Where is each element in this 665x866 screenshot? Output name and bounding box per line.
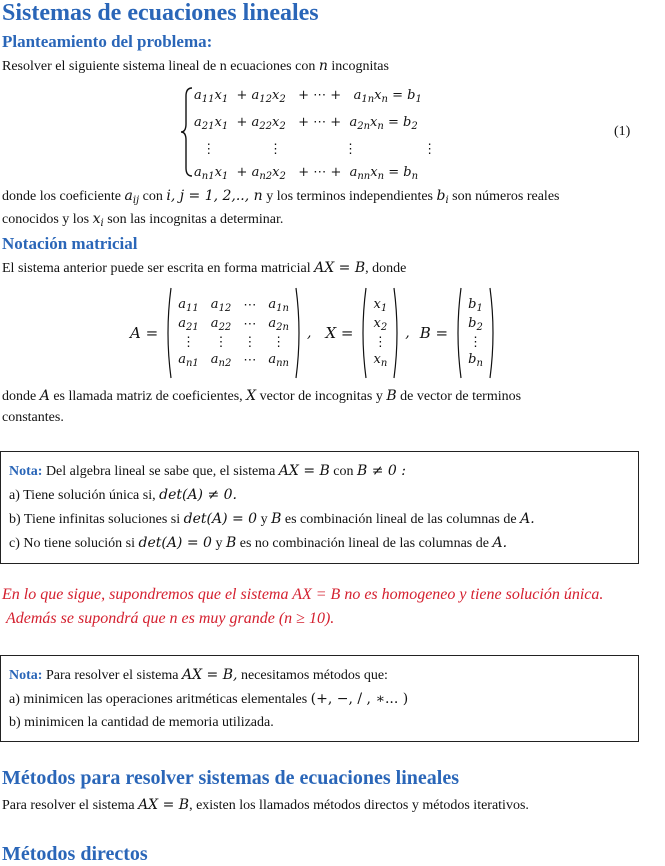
- nota-box-1: [0, 451, 639, 564]
- nota-label: Nota:: [9, 668, 43, 683]
- nota-label: Nota:: [9, 464, 43, 479]
- nota-box-2: [0, 655, 639, 742]
- desc-text: con: [142, 189, 163, 204]
- section-heading-directos: Métodos directos: [2, 843, 148, 865]
- nota-text: y: [260, 512, 268, 527]
- nota1-line-b: b) Tiene infinitas soluciones si det(A) = 0 y B es combinación lineal de las columnas de A.: [9, 511, 535, 527]
- nota2-line-0: [9, 667, 388, 684]
- desc-text: y los terminos independientes: [266, 189, 433, 204]
- desc-text: donde los coeficiente: [2, 189, 121, 204]
- desc-text: conocidos y los: [2, 212, 90, 227]
- left-paren-icon: [359, 286, 367, 380]
- eq-row-2: $a_{21}x_1 + a_{22}x_2$ + ⋯ + $a_{2n}x_n = b_2$: [194, 115, 418, 132]
- nota-math: det(A) = 0: [138, 535, 212, 551]
- matrix-intro-eq: AX = B: [314, 260, 366, 276]
- right-paren-icon: [489, 286, 497, 380]
- desc-text: donde: [2, 389, 37, 404]
- intro-text: [2, 58, 389, 75]
- nota-text: necesitamos métodos que:: [240, 668, 388, 683]
- metodos-text-pre: Para resolver el sistema: [2, 798, 135, 813]
- nota-text: es no combinación lineal de las columnas de: [239, 536, 489, 551]
- intro-pre: Resolver el siguiente sistema lineal de n ecuaciones con: [2, 59, 316, 74]
- nota-math: AX = B,: [182, 667, 238, 683]
- desc-text: son números reales: [452, 189, 560, 204]
- nota2-line-a: [9, 691, 408, 708]
- section-heading-notacion: Notación matricial: [2, 234, 138, 253]
- desc-text: vector de incognitas y: [259, 389, 383, 404]
- nota-text: Para resolver el sistema: [45, 668, 179, 683]
- nota-math: B ≠ 0 :: [357, 463, 407, 479]
- desc-math: i, j = 1, 2,.., n: [166, 188, 263, 204]
- nota-text: es combinación lineal de las columnas de: [284, 512, 517, 527]
- matrix-intro-post: , donde: [365, 261, 407, 276]
- matrix-description-1: donde A es llamada matriz de coeficientes, X vector de incognitas y B de vector de terminos: [2, 388, 522, 404]
- metodos-text-post: , existen los llamados métodos directos y métodos iterativos.: [189, 798, 529, 813]
- description-line-2: conocidos y los $x_i$ son las incognitas a determinar.: [2, 211, 284, 229]
- left-paren-icon: [454, 286, 462, 380]
- nota2-line-b: b) minimicen la cantidad de memoria utilizada.: [9, 715, 274, 730]
- matrix-definitions: A = $a_{11}$ $a_{12}$ ⋯ $a_{1n}$ $a_{21}$ $a_{22}$ ⋯ $a_{2n}$ ⋮ ⋮ ⋮ ⋮ $a_{n1}$ $a_{n2}$ ⋯ $a_{nn}$ , X = $x_1$ $x_2$ ⋮ $x_n$ , B = $b_1$ $b_2$ ⋮ $b_n$: [130, 286, 497, 380]
- eq-row-4: $a_{n1}x_1 + a_{n2}x_2$ + ⋯ + $a_{nn}x_n = b_n$: [194, 165, 419, 182]
- vector-x: $x_1$ $x_2$ ⋮ $x_n$: [373, 297, 388, 369]
- matrix-b-label: B =: [419, 324, 449, 342]
- section-heading-metodos: Métodos para resolver sistemas de ecuaciones lineales: [2, 767, 459, 789]
- description-line-1: donde los coeficiente $a_{ij}$ con i, j = 1, 2,.., n y los terminos independientes $b_i$ son números reales: [2, 188, 560, 206]
- nota-text: a) minimicen las operaciones aritméticas elementales: [9, 692, 308, 707]
- eq-row-3: ⋮ ⋮ ⋮ ⋮: [194, 142, 437, 157]
- intro-post: incognitas: [331, 59, 389, 74]
- nota1-line-0: [9, 463, 406, 480]
- desc-text: es llamada matriz de coeficientes,: [53, 389, 243, 404]
- nota-text: con: [333, 464, 354, 479]
- nota-math: (+, −, / , ∗... ): [310, 691, 409, 707]
- page-title: Sistemas de ecuaciones lineales: [2, 0, 319, 26]
- matrix-a: $a_{11}$ $a_{12}$ ⋯ $a_{1n}$ $a_{21}$ $a_{22}$ ⋯ $a_{2n}$ ⋮ ⋮ ⋮ ⋮ $a_{n1}$ $a_{n2}$ ⋯ $a_{nn}$: [178, 297, 289, 369]
- right-paren-icon: [393, 286, 401, 380]
- metodos-text: [2, 797, 529, 814]
- nota-text: b) Tiene infinitas soluciones si: [9, 512, 181, 527]
- matrix-intro-text: El sistema anterior puede ser escrita en forma matricial: [2, 261, 311, 276]
- nota-text: Del algebra lineal se sabe que, el sistema: [45, 464, 276, 479]
- eq-row-1: $a_{11}x_1 + a_{12}x_2$ + ⋯ + $a_{1n}x_n = b_1$: [194, 88, 422, 105]
- assumption-line-1: En lo que sigue, supondremos que el sistema AX = B no es homogeneo y tiene solución única.: [2, 586, 604, 603]
- nota-math: det(A) = 0: [183, 511, 258, 527]
- metodos-text-eq: AX = B: [138, 797, 190, 813]
- nota1-line-a: [9, 487, 237, 504]
- matrix-intro: [2, 260, 406, 277]
- desc-text: son las incognitas a determinar.: [107, 212, 284, 227]
- nota1-line-c: c) No tiene solución si det(A) = 0 y B es no combinación lineal de las columnas de A.: [9, 535, 508, 551]
- section-heading-planteamiento: Planteamiento del problema:: [2, 32, 213, 51]
- nota-text: y: [215, 536, 223, 551]
- nota-math: AX = B: [278, 463, 330, 479]
- nota-math: det(A) ≠ 0.: [159, 487, 238, 503]
- assumption-line-2: Además se supondrá que n es muy grande (n ≥ 10).: [6, 610, 335, 627]
- desc-text: de vector de terminos: [400, 389, 522, 404]
- nota-text: c) No tiene solución si: [9, 536, 139, 551]
- intro-var: n: [318, 58, 328, 74]
- matrix-description-2: constantes.: [2, 410, 64, 425]
- right-paren-icon: [295, 286, 303, 380]
- nota-text: a) Tiene solución única si,: [9, 488, 156, 503]
- equation-number: (1): [614, 124, 631, 139]
- vector-b: $b_1$ $b_2$ ⋮ $b_n$: [468, 297, 483, 369]
- matrix-x-label: X =: [325, 324, 354, 342]
- matrix-a-label: A =: [130, 324, 159, 342]
- left-paren-icon: [164, 286, 172, 380]
